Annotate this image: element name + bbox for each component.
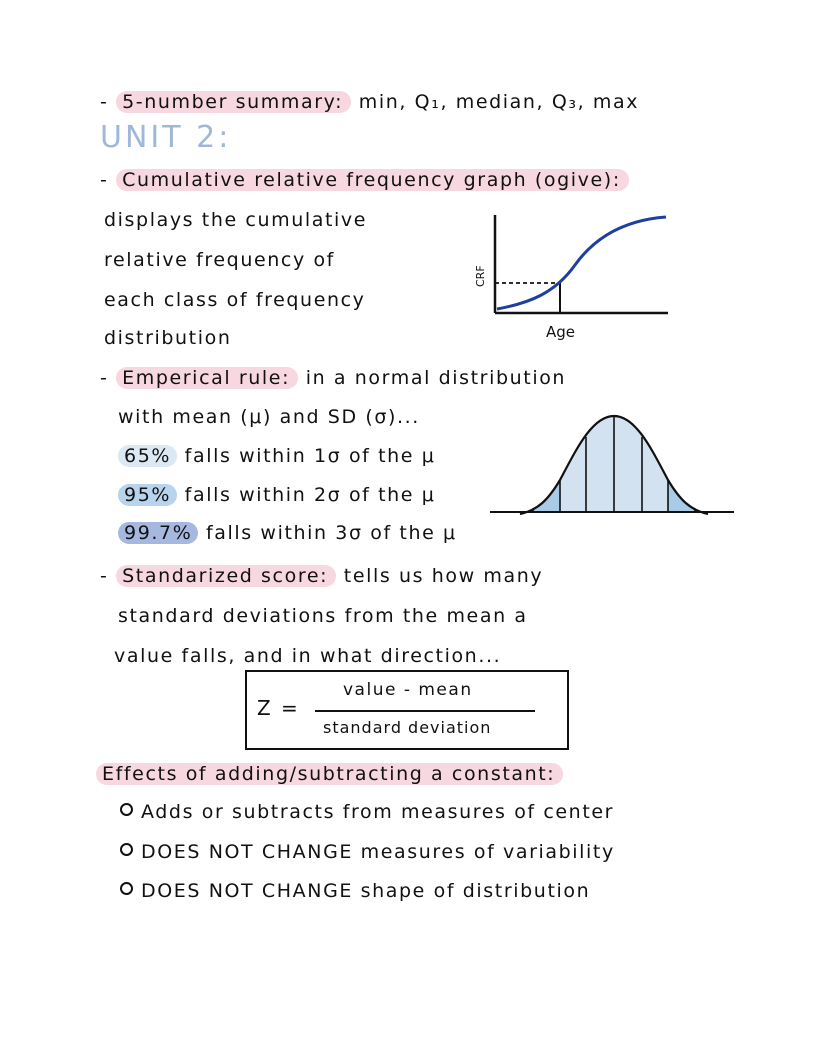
effects-bullet-1-text: Adds or subtracts from measures of center <box>141 801 615 823</box>
standardized-term: Standarized score: <box>116 565 336 587</box>
formula-lhs: Z = <box>257 696 300 720</box>
ogive-graph <box>470 205 690 345</box>
effects-bullet-3-text: DOES NOT CHANGE shape of distribution <box>141 880 591 902</box>
five-number-def: min, Q₁, median, Q₃, max <box>358 91 640 113</box>
ogive-dash: - <box>100 169 109 191</box>
standardized-line-3: value falls, and in what direction... <box>114 645 502 667</box>
standardized-def: tells us how many <box>343 565 544 587</box>
rule-95-text: falls within 2σ of the μ <box>184 484 436 506</box>
formula-denominator: standard deviation <box>323 718 492 737</box>
normal-tail-right <box>668 480 698 512</box>
empirical-def: in a normal distribution <box>305 367 567 389</box>
standardized-dash: - <box>100 565 109 587</box>
rule-997-pct: 99.7% <box>118 522 198 544</box>
ogive-desc-2: relative frequency of <box>104 249 335 271</box>
bullet-icon <box>120 803 133 816</box>
bullet-icon <box>120 843 133 856</box>
effects-term: Effects of adding/subtracting a constant: <box>96 763 563 785</box>
effects-bullet-3 <box>120 877 590 905</box>
five-number-term: 5-number summary: <box>116 91 351 113</box>
rule-65 <box>118 442 435 470</box>
unit-title: UNIT 2: <box>100 120 232 155</box>
ogive-desc-1: displays the cumulative <box>104 209 368 231</box>
ogive-curve <box>497 217 666 309</box>
effects-heading <box>96 760 563 788</box>
five-number-dash: - <box>100 91 109 113</box>
rule-65-text: falls within 1σ of the μ <box>184 445 436 467</box>
ogive-term: Cumulative relative frequency graph (ogive): <box>116 169 629 191</box>
ogive-heading <box>100 166 629 194</box>
rule-65-pct: 65% <box>118 445 177 467</box>
effects-bullet-1 <box>120 798 614 826</box>
empirical-line-2: with mean (μ) and SD (σ)... <box>118 406 420 428</box>
bullet-icon <box>120 882 133 895</box>
empirical-heading <box>100 364 566 392</box>
empirical-dash: - <box>100 367 109 389</box>
rule-95 <box>118 481 435 509</box>
rule-997 <box>118 519 457 547</box>
normal-curve-graph <box>490 410 740 520</box>
ogive-x-label: Age <box>546 323 576 341</box>
standardized-line-2: standard deviations from the mean a <box>118 605 528 627</box>
ogive-desc-4: distribution <box>104 327 232 349</box>
ogive-desc-3: each class of frequency <box>104 289 366 311</box>
empirical-term: Emperical rule: <box>116 367 298 389</box>
formula-fraction-bar <box>315 710 535 712</box>
ogive-y-label: CRF <box>474 265 487 287</box>
rule-997-text: falls within 3σ of the μ <box>206 522 457 544</box>
formula-numerator: value - mean <box>343 680 473 700</box>
effects-bullet-2-text: DOES NOT CHANGE measures of variability <box>141 841 615 863</box>
normal-tail-left <box>530 480 560 512</box>
standardized-heading <box>100 562 543 590</box>
five-number-line <box>100 88 639 116</box>
effects-bullet-2 <box>120 838 615 866</box>
z-score-formula-box <box>245 670 569 750</box>
rule-95-pct: 95% <box>118 484 177 506</box>
